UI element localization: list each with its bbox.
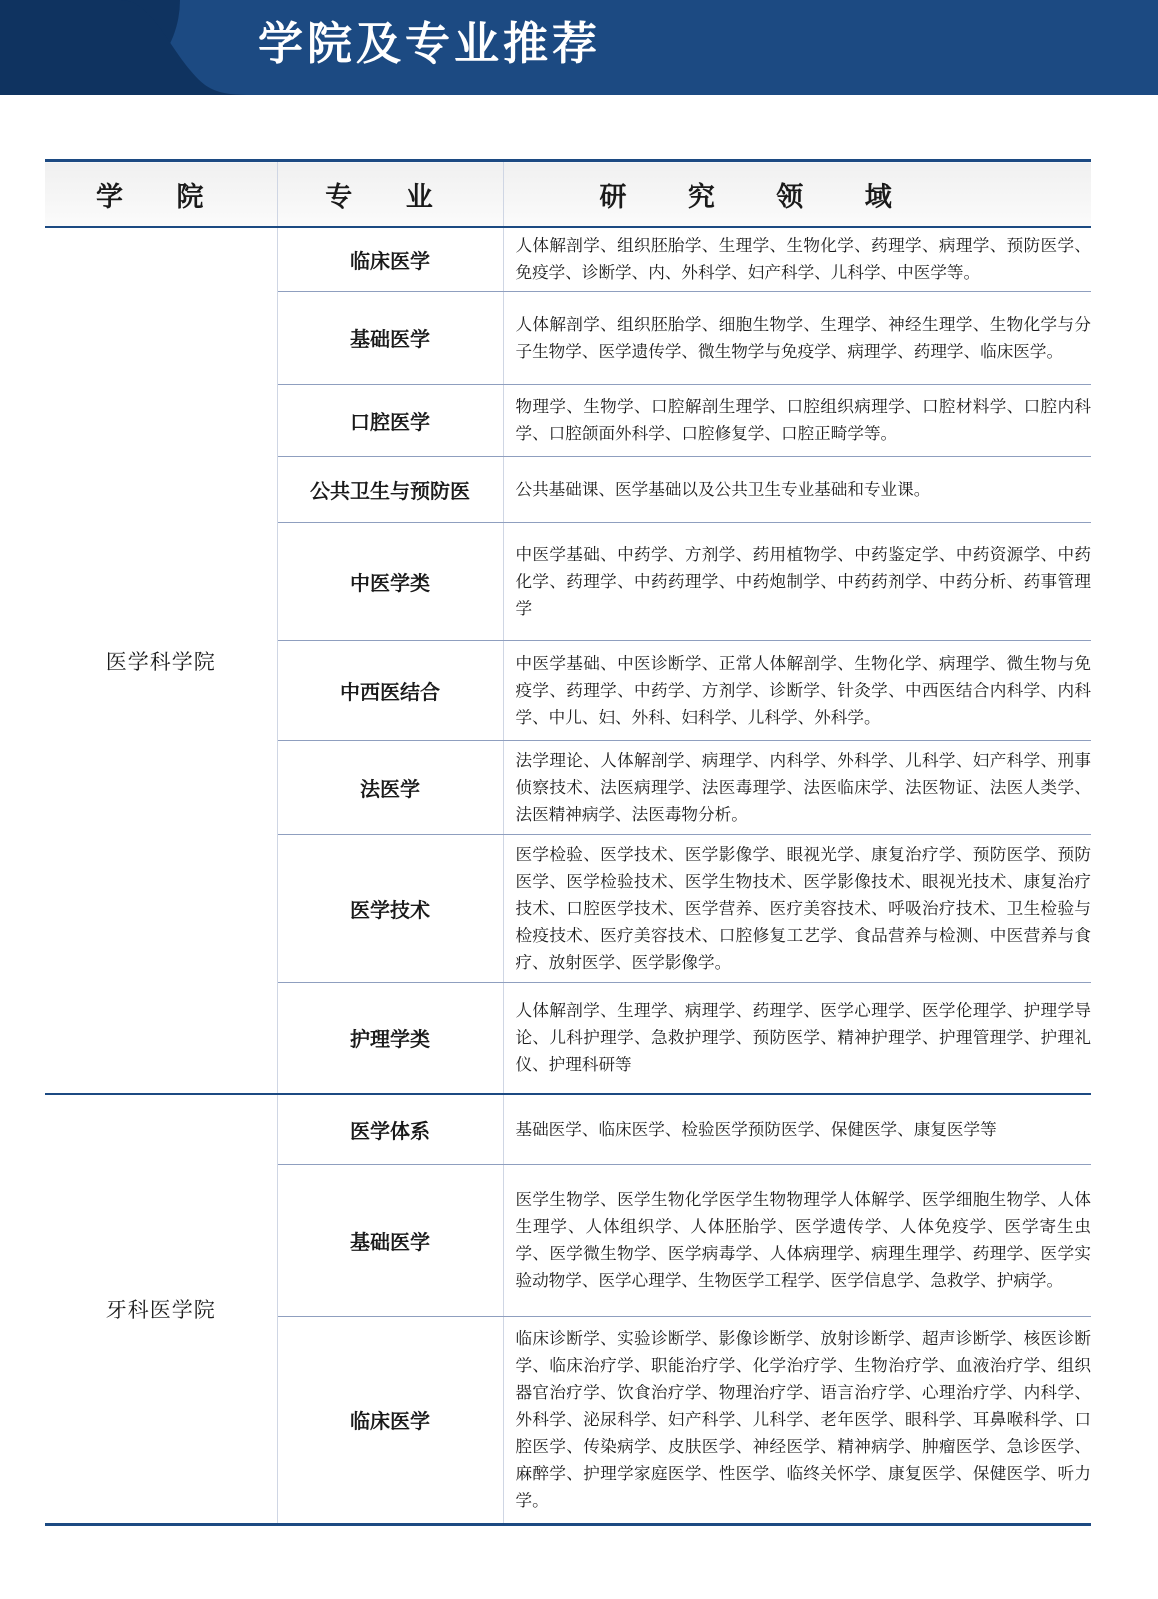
major-name: 临床医学 <box>277 227 503 291</box>
table-header-row <box>45 161 1091 228</box>
research-field: 中医学基础、中医诊断学、正常人体解剖学、生物化学、病理学、微生物与免疫学、药理学、中药学、方剂学、诊断学、针灸学、中西医结合内科学、内科学、中儿、妇、外科、妇科学、儿科学、外科学。 <box>503 640 1091 740</box>
major-name: 临床医学 <box>277 1316 503 1524</box>
header-research-field: 研 究 领 域 <box>503 161 1091 228</box>
research-field: 临床诊断学、实验诊断学、影像诊断学、放射诊断学、超声诊断学、核医诊断学、临床治疗学、职能治疗学、化学治疗学、生物治疗学、血液治疗学、组织器官治疗学、饮食治疗学、物理治疗学、语言治疗学、心理治疗学、内科学、外科学、泌尿科学、妇产科学、儿科学、老年医学、眼科学、耳鼻喉科学、口腔医学、传染病学、皮肤医学、神经医学、精神病学、肿瘤医学、急诊医学、麻醉学、护理学家庭医学、性医学、临终关怀学、康复医学、保健医学、听力学。 <box>503 1316 1091 1524</box>
college-name: 牙科医学院 <box>45 1094 277 1524</box>
major-name: 法医学 <box>277 740 503 834</box>
table-row <box>45 227 1091 291</box>
page-title: 学院及专业推荐 <box>258 17 602 70</box>
table-row <box>45 1094 1091 1164</box>
major-name: 医学体系 <box>277 1094 503 1164</box>
major-name: 医学技术 <box>277 834 503 982</box>
college-group-dental-medicine <box>45 1094 1091 1524</box>
major-name: 基础医学 <box>277 1164 503 1316</box>
college-major-table <box>45 159 1091 1526</box>
college-group-medical-science <box>45 227 1091 1094</box>
research-field: 基础医学、临床医学、检验医学预防医学、保健医学、康复医学等 <box>503 1094 1091 1164</box>
research-field: 医学检验、医学技术、医学影像学、眼视光学、康复治疗学、预防医学、预防医学、医学检验技术、医学生物技术、医学影像技术、眼视光技术、康复治疗技术、口腔医学技术、医学营养、医疗美容技术、呼吸治疗技术、卫生检验与检疫技术、医疗美容技术、口腔修复工艺学、食品营养与检测、中医营养与食疗、放射医学、医学影像学。 <box>503 834 1091 982</box>
research-field: 公共基础课、医学基础以及公共卫生专业基础和专业课。 <box>503 456 1091 522</box>
major-name: 公共卫生与预防医 <box>277 456 503 522</box>
research-field: 医学生物学、医学生物化学医学生物物理学人体解学、医学细胞生物学、人体生理学、人体组织学、人体胚胎学、医学遗传学、人体免疫学、医学寄生虫学、医学微生物学、医学病毒学、人体病理学、病理生理学、药理学、医学实验动物学、医学心理学、生物医学工程学、医学信息学、急救学、护病学。 <box>503 1164 1091 1316</box>
college-name: 医学科学院 <box>45 227 277 1094</box>
research-field: 人体解剖学、生理学、病理学、药理学、医学心理学、医学伦理学、护理学导论、儿科护理学、急救护理学、预防医学、精神护理学、护理管理学、护理礼仪、护理科研等 <box>503 982 1091 1094</box>
major-name: 护理学类 <box>277 982 503 1094</box>
header-college: 学 院 <box>45 161 277 228</box>
major-name: 口腔医学 <box>277 384 503 456</box>
major-name: 基础医学 <box>277 291 503 384</box>
research-field: 物理学、生物学、口腔解剖生理学、口腔组织病理学、口腔材料学、口腔内科学、口腔颌面外科学、口腔修复学、口腔正畸学等。 <box>503 384 1091 456</box>
research-field: 法学理论、人体解剖学、病理学、内科学、外科学、儿科学、妇产科学、刑事侦察技术、法医病理学、法医毒理学、法医临床学、法医物证、法医人类学、法医精神病学、法医毒物分析。 <box>503 740 1091 834</box>
major-name: 中西医结合 <box>277 640 503 740</box>
research-field: 人体解剖学、组织胚胎学、细胞生物学、生理学、神经生理学、生物化学与分子生物学、医学遗传学、微生物学与免疫学、病理学、药理学、临床医学。 <box>503 291 1091 384</box>
header-banner <box>0 0 1158 95</box>
header-major: 专 业 <box>277 161 503 228</box>
research-field: 人体解剖学、组织胚胎学、生理学、生物化学、药理学、病理学、预防医学、免疫学、诊断学、内、外科学、妇产科学、儿科学、中医学等。 <box>503 227 1091 291</box>
major-name: 中医学类 <box>277 522 503 640</box>
research-field: 中医学基础、中药学、方剂学、药用植物学、中药鉴定学、中药资源学、中药化学、药理学、中药药理学、中药炮制学、中药药剂学、中药分析、药事管理学 <box>503 522 1091 640</box>
